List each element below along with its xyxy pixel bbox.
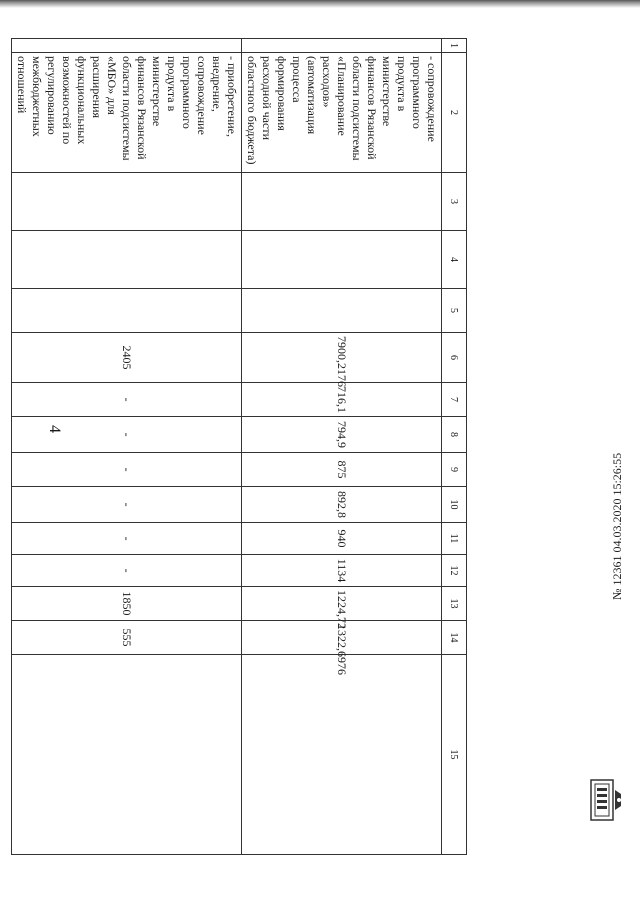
table-cell: 716,1: [242, 383, 442, 417]
col-header: 12: [442, 555, 467, 587]
col-header: 6: [442, 333, 467, 383]
table-cell: [242, 289, 442, 333]
table-cell: 794,9: [242, 417, 442, 453]
table-cell: 7900,2176: [242, 333, 442, 383]
table-cell: 1134: [242, 555, 442, 587]
table-cell: 1322,6976: [242, 621, 442, 655]
registration-footer: № 12361 04.03.2020 15:26:55: [610, 452, 624, 600]
table-cell: -: [12, 453, 242, 487]
table-cell: 2405: [12, 333, 242, 383]
table-cell-description: - сопровождение программного продукта в министерстве финансов Рязанской области подсистемы «Планирование расходов» (автоматизация процесса формирования расходной части областного бюджета): [242, 53, 442, 173]
col-header: 5: [442, 289, 467, 333]
budget-table: [11, 38, 467, 855]
header-row: [442, 39, 467, 855]
table-cell: [242, 39, 442, 53]
table-cell: [12, 39, 242, 53]
col-header: 1: [442, 39, 467, 53]
table-cell: [242, 173, 442, 231]
table-row: [12, 39, 242, 855]
table-row: [242, 39, 442, 855]
table-cell: -: [12, 417, 242, 453]
col-header: 14: [442, 621, 467, 655]
col-header: 10: [442, 487, 467, 523]
table-frame: [15, 38, 467, 854]
page-number: 4: [46, 425, 63, 433]
table-cell: [12, 173, 242, 231]
table-cell: [12, 289, 242, 333]
table-cell: 940: [242, 523, 442, 555]
col-header: 2: [442, 53, 467, 173]
table-cell: -: [12, 383, 242, 417]
table-cell: [12, 231, 242, 289]
table-cell: 555: [12, 621, 242, 655]
col-header: 7: [442, 383, 467, 417]
col-header: 13: [442, 587, 467, 621]
table-cell: [242, 231, 442, 289]
table-cell: 875: [242, 453, 442, 487]
col-header: 3: [442, 173, 467, 231]
seal-icon: [585, 770, 625, 830]
col-header: 4: [442, 231, 467, 289]
table-cell: -: [12, 487, 242, 523]
col-header: 9: [442, 453, 467, 487]
col-header: 15: [442, 655, 467, 855]
col-header: 8: [442, 417, 467, 453]
scan-edge: [0, 0, 640, 8]
table-cell-description: - приобретение, внедрение, сопровождение программного продукта в министерстве финансов Рязанской области подсистемы «МБО» для расширения функциональных возможностей по регулированию межбюджетных отношений: [12, 53, 242, 173]
table-cell: [242, 655, 442, 855]
table-cell: 892,8: [242, 487, 442, 523]
table-cell: -: [12, 523, 242, 555]
col-header: 11: [442, 523, 467, 555]
table-cell: 1224,72: [242, 587, 442, 621]
table-cell: -: [12, 555, 242, 587]
table-cell: [12, 655, 242, 855]
table-cell: 1850: [12, 587, 242, 621]
